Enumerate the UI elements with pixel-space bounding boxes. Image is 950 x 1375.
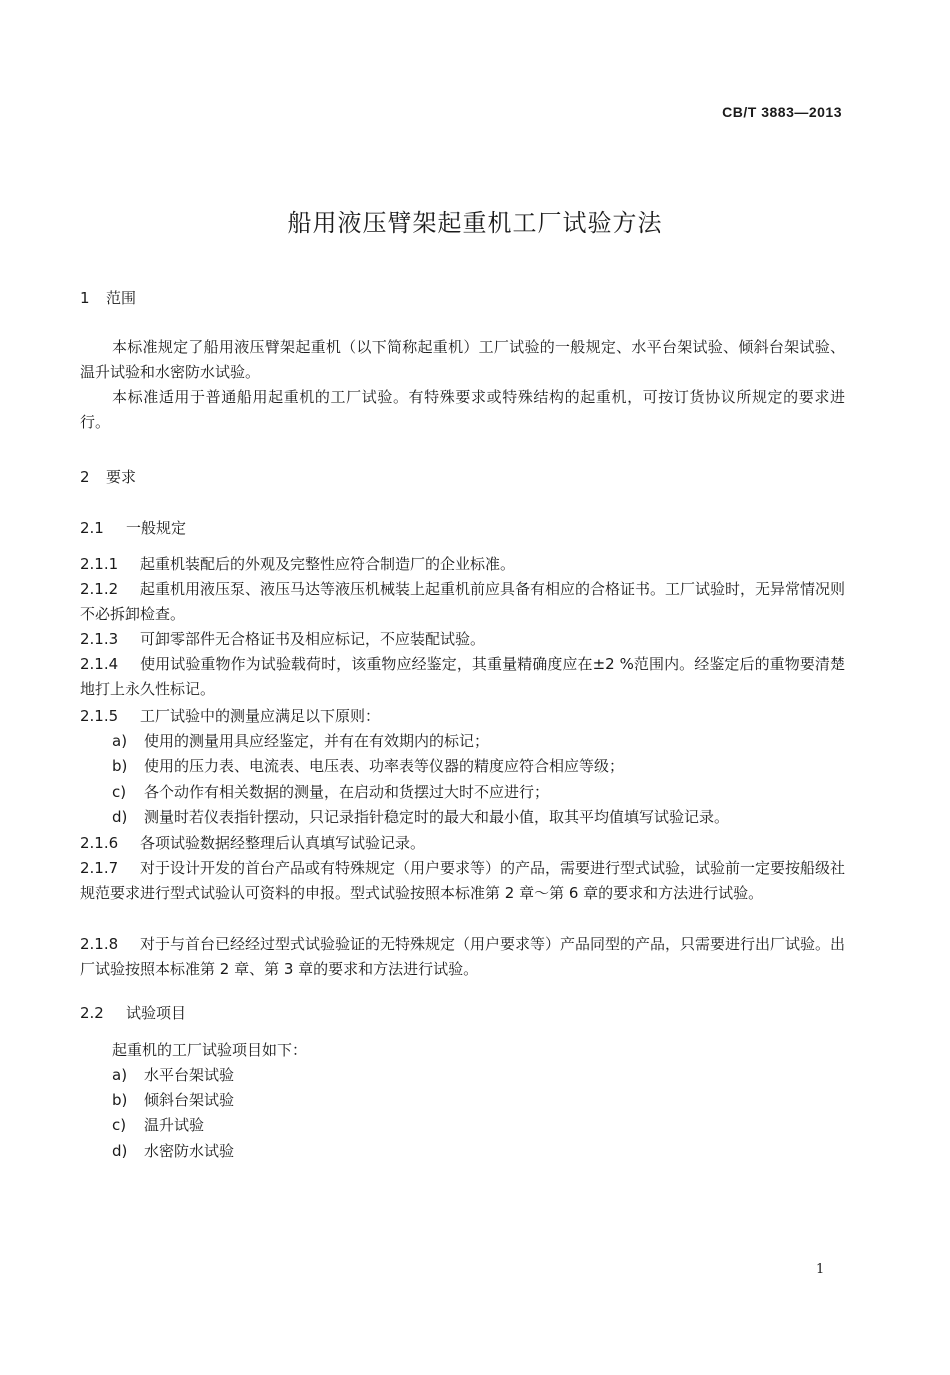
clause-2-1-2	[80, 577, 845, 627]
section-number: 2	[80, 468, 90, 486]
list-text: 各个动作有相关数据的测量，在启动和货摆过大时不应进行；	[144, 783, 550, 801]
list-text: 水平台架试验	[144, 1066, 235, 1084]
subsection-2-2-heading	[80, 1002, 186, 1023]
section-title: 范围	[106, 289, 137, 307]
principle-b	[112, 754, 624, 779]
list-label: a)	[112, 732, 128, 750]
list-label: d)	[112, 1142, 128, 1160]
subsection-number: 2.1	[80, 519, 104, 537]
list-label: b)	[112, 757, 128, 775]
subsection-title: 试验项目	[126, 1004, 187, 1022]
section-number: 1	[80, 289, 90, 307]
list-label: c)	[112, 1116, 127, 1134]
list-label: b)	[112, 1091, 128, 1109]
clause-2-1-3	[80, 627, 845, 652]
clause-text: 起重机装配后的外观及完整性应符合制造厂的企业标准。	[140, 555, 516, 573]
clause-number: 2.1.2	[80, 580, 119, 598]
test-item-b	[112, 1088, 234, 1113]
test-item-c	[112, 1113, 204, 1138]
clause-text: 可卸零部件无合格证书及相应标记，不应装配试验。	[140, 630, 486, 648]
clause-2-1-8	[80, 932, 845, 982]
list-text: 测量时若仪表指针摆动，只记录指针稳定时的最大和最小值，取其平均值填写试验记录。	[144, 808, 730, 826]
clause-text: 起重机用液压泵、液压马达等液压机械装上起重机前应具备有相应的合格证书。工厂试验时，无异常情况则不必拆卸检查。	[80, 580, 846, 623]
list-label: a)	[112, 1066, 128, 1084]
clause-number: 2.1.3	[80, 630, 119, 648]
clause-text: 工厂试验中的测量应满足以下原则：	[140, 707, 381, 725]
clause-2-1-1	[80, 552, 845, 577]
principle-c	[112, 780, 549, 805]
scope-paragraph-2: 本标准适用于普通船用起重机的工厂试验。有特殊要求或特殊结构的起重机，可按订货协议所规定的要求进行。	[80, 388, 845, 431]
subsection-2-1-heading	[80, 517, 186, 538]
subsection-number: 2.2	[80, 1004, 104, 1022]
clause-text: 使用试验重物作为试验载荷时，该重物应经鉴定，其重量精确度应在±2 %范围内。经鉴定后的重物要清楚地打上永久性标记。	[80, 655, 845, 698]
list-label: d)	[112, 808, 128, 826]
list-text: 使用的测量用具应经鉴定，并有在有效期内的标记；	[144, 732, 490, 750]
clause-number: 2.1.8	[80, 935, 119, 953]
test-item-a	[112, 1063, 234, 1088]
clause-2-1-4	[80, 652, 845, 702]
principle-d	[112, 805, 729, 830]
clause-number: 2.1.4	[80, 655, 119, 673]
test-item-d	[112, 1139, 234, 1164]
subsection-title: 一般规定	[126, 519, 187, 537]
clause-2-1-5	[80, 704, 845, 729]
standard-code: CB/T 3883—2013	[722, 104, 842, 120]
list-label: c)	[112, 783, 127, 801]
section-1-heading	[80, 287, 136, 308]
clause-2-1-7	[80, 856, 845, 906]
list-text: 倾斜台架试验	[144, 1091, 235, 1109]
list-text: 水密防水试验	[144, 1142, 235, 1160]
page-number: 1	[816, 1262, 825, 1277]
list-text: 使用的压力表、电流表、电压表、功率表等仪器的精度应符合相应等级；	[144, 757, 625, 775]
clause-text: 对于设计开发的首台产品或有特殊规定（用户要求等）的产品，需要进行型式试验，试验前一定要按船级社规范要求进行型式试验认可资料的申报。型式试验按照本标准第 2 章～第 6 章的要求和方法进行试验。	[80, 859, 846, 902]
test-items-intro: 起重机的工厂试验项目如下：	[112, 1041, 308, 1059]
clause-text: 对于与首台已经经过型式试验验证的无特殊规定（用户要求等）产品同型的产品，只需要进行出厂试验。出厂试验按照本标准第 2 章、第 3 章的要求和方法进行试验。	[80, 935, 846, 978]
clause-number: 2.1.1	[80, 555, 119, 573]
section-title: 要求	[106, 468, 137, 486]
document-title: 船用液压臂架起重机工厂试验方法	[287, 209, 663, 237]
scope-paragraph-1: 本标准规定了船用液压臂架起重机（以下简称起重机）工厂试验的一般规定、水平台架试验、倾斜台架试验、温升试验和水密防水试验。	[80, 338, 845, 381]
clause-number: 2.1.6	[80, 834, 119, 852]
clause-number: 2.1.7	[80, 859, 119, 877]
clause-number: 2.1.5	[80, 707, 119, 725]
clause-2-1-6	[80, 831, 845, 856]
principle-a	[112, 729, 489, 754]
clause-text: 各项试验数据经整理后认真填写试验记录。	[140, 834, 426, 852]
section-2-heading	[80, 466, 136, 487]
list-text: 温升试验	[144, 1116, 205, 1134]
